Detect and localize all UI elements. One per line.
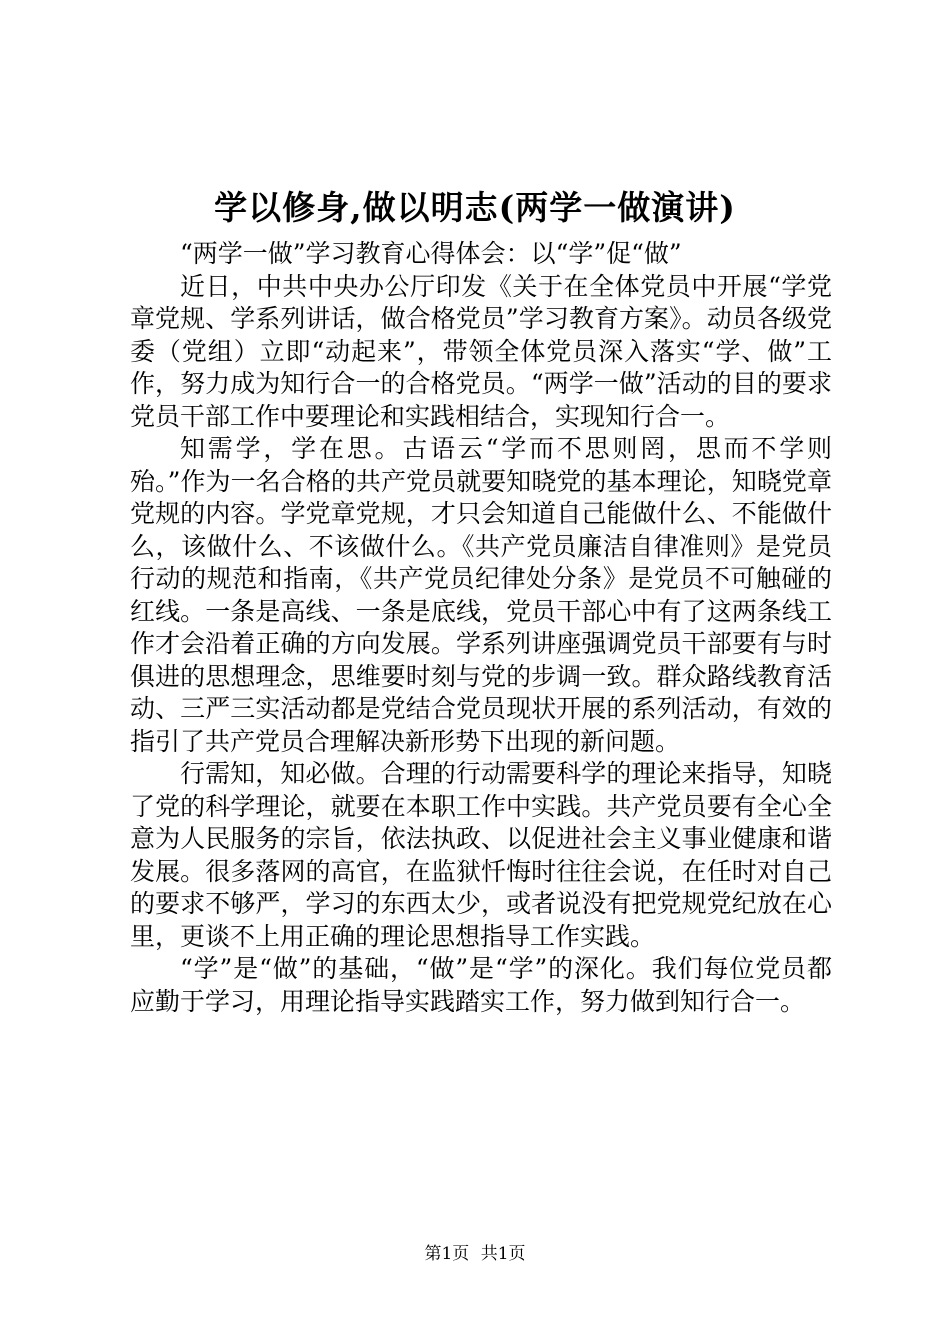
paragraph-2: 知需学，学在思。古语云“学而不思则罔，思而不学则殆。”作为一名合格的共产党员就要知晓党的基本理论，知晓党章党规的内容。学党章党规，才只会知道自己能做什么、不能做什么，该做什么、不该做什么。《共产党员廉洁自律准则》是党员行动的规范和指南，《共产党员纪律处分条》是党员不可触碰的红线。一条是高线、一条是底线，党员干部心中有了这两条线工作才会沿着正确的方向发展。学系列讲座强调党员干部要有与时俱进的思想理念，思维要时刻与党的步调一致。群众路线教育活动、三严三实活动都是党结合党员现状开展的系列活动，有效的指引了共产党员合理解决新形势下出现的新问题。 <box>130 434 832 756</box>
page-footer <box>0 1243 950 1265</box>
paragraph-1: 近日，中共中央办公厅印发《关于在全体党员中开展“学党章党规、学系列讲话，做合格党员”学习教育方案》。动员各级党委（党组）立即“动起来”，带领全体党员深入落实“学、做”工作，努力成为知行合一的合格党员。“两学一做”活动的目的要求党员干部工作中要理论和实践相结合，实现知行合一。 <box>130 271 832 431</box>
paragraph-3: 行需知，知必做。合理的行动需要科学的理论来指导，知晓了党的科学理论，就要在本职工作中实践。共产党员要有全心全意为人民服务的宗旨，依法执政、以促进社会主义事业健康和谐发展。很多落网的高官，在监狱忏悔时往往会说，在任时对自己的要求不够严，学习的东西太少，或者说没有把党规党纪放在心里，更谈不上用正确的理论思想指导工作实践。 <box>130 759 832 951</box>
document-body <box>130 238 832 1018</box>
document-subtitle: “两学一做”学习教育心得体会：以“学”促“做” <box>180 239 682 268</box>
paragraph-4: “学”是“做”的基础，“做”是“学”的深化。我们每位党员都应勤于学习，用理论指导实践踏实工作，努力做到知行合一。 <box>130 954 832 1016</box>
document-title: 学以修身,做以明志(两学一做演讲) <box>214 188 736 227</box>
page-total: 共1页 <box>480 1244 526 1264</box>
page-number: 第1页 <box>424 1244 470 1264</box>
